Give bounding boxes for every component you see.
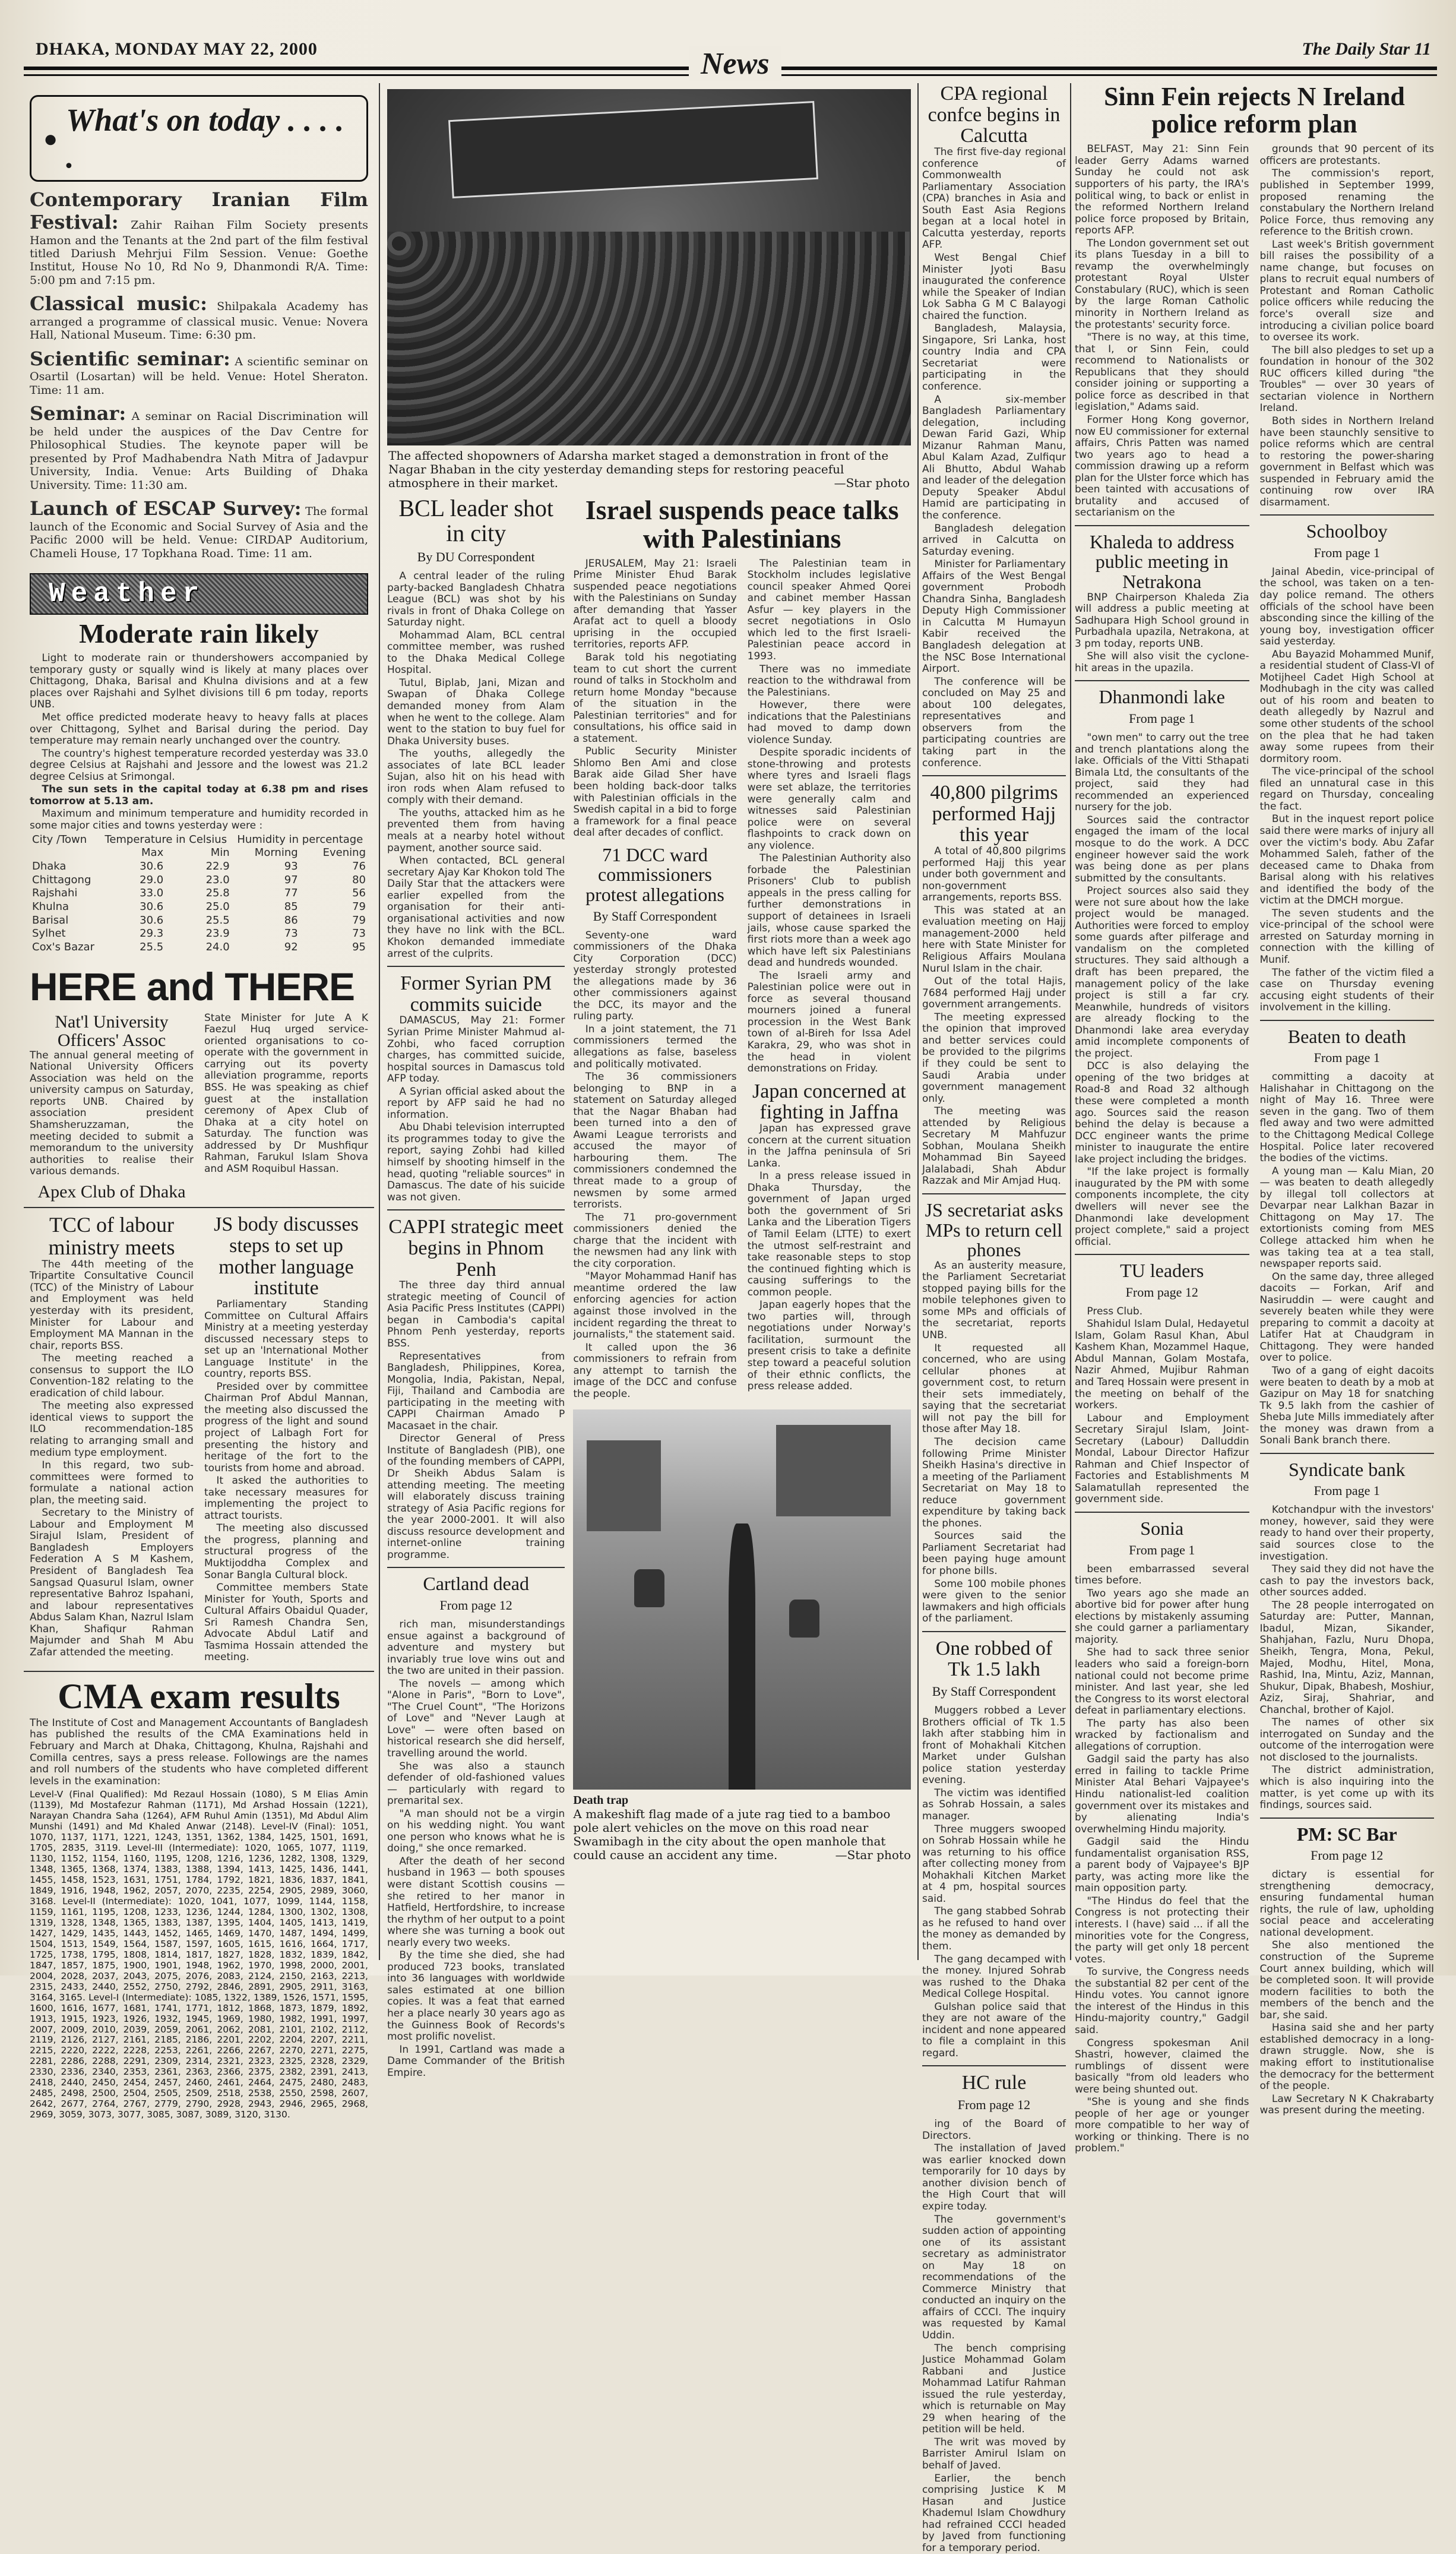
sinn-fein-body-b: grounds that 90 percent of its officers are protestants. The commission's report, published in September 1999, proposed renaming the constabulary the Northern Ireland Police Force, thus removing any reference to the British crown. Last week's British government bill raises the possibility of a name change, but focuses on plans to recruit equal numbers of Protestant and Roman Catholic police officers while reducing the force's overall size and introducing a civilian police board to oversee its work. The bill also pledges to set up a foundation in honour of the 302 RUC officers killed during "the Troubles" — over 30 years of sectarian violence in Northern Ireland. Both sides in Northern Ireland have been staunchly sensitive to police reforms which are central to restoring the power-sharing government in Belfast which was suspended in February amid the continuing row over IRA disarmament. <box>1259 143 1434 508</box>
pm-sc-headline: PM: SC Bar <box>1296 1823 1397 1845</box>
tcc-headline: TCC of labour ministry meets <box>48 1213 175 1259</box>
syrian-body: DAMASCUS, May 21: Former Syrian Prime Minister Mahmud al-Zohbi, who faced corruption charges, has committed suicide, hospital sources in Damascus told AFP today. A Syrian official asked about the report by AFP said he had no information. Abu Dhabi television interrupted its programmes today to give the report, saying Zohbi had killed himself by shooting himself in the head, quoting "reliable sources" in Damascus. The date of his suicide was not given. <box>387 1014 565 1203</box>
dcc-headline: 71 DCC ward commissioners protest allegations <box>585 843 724 905</box>
left-column <box>24 83 374 2120</box>
hc-rule-headline: HC rule <box>961 2072 1027 2094</box>
weather-cell: Cox's Bazar <box>32 941 94 953</box>
column-rule <box>379 83 380 1960</box>
nat-univ-headline: Nat'l University Officers' Assoc <box>55 1012 169 1051</box>
khaleda-headline: Khaleda to address public meeting in Netrakona <box>1090 530 1235 593</box>
beaten-headline: Beaten to death <box>1287 1025 1406 1047</box>
weather-cell: 23.9 <box>205 927 230 940</box>
hajj-body: A total of 40,800 pilgrims performed Hajj this year under both government and non-government arrangements, reports BSS. This was stated at an evaluation meeting on Hajj management-2000 held here with State Minister for Religious Affairs Moulana Nurul Islam in the chair. Out of the total Hajis, 7684 performed Hajj under government arrangements. The meeting expressed the opinion that improved and better services could be provided to the pilgrims if they could be sent to Saudi Arabia under government management only. The meeting was attended by Religious Secretary M Mahfuzur Sobhan, Moulana Sheikh Mohammad Bin Sayeed Jalalabadi, Shah Abdur Razzak and Mir Amjad Huq. <box>922 845 1066 1187</box>
weather-cell: 85 <box>284 900 298 913</box>
robbed-headline: One robbed of Tk 1.5 lakh <box>935 1637 1053 1681</box>
here-and-there-banner: HERE and THERE <box>30 964 355 1009</box>
schoolboy-from: From page 1 <box>1313 545 1380 560</box>
syndicate-from: From page 1 <box>1313 1483 1380 1499</box>
syndicate-headline: Syndicate bank <box>1289 1458 1406 1480</box>
event-item: Classical music: Shilpakala Academy has arranged a programme of classical music. Venue: Novera Hall, National Museum. Time: 6:30 pm. <box>30 292 369 342</box>
japan-body: Japan has expressed grave concern at the current situation in the Jaffna peninsula of Sri Lanka. In a press release issued in Dhaka Thursday, the government of Japan urged both the government of Sri Lanka and the Liberation Tigers of Tamil Eelam (LTTE) to exert the utmost self-restraint and take reasonable steps to stop the continued fighting which is causing sufferings to the common people. Japan eagerly hopes that the two parties will, through negotiations under Norway's facilitation, surmount the present crisis to take a definite step toward a peaceful solution of their ethnic conflicts, the press release added. <box>747 1123 911 1393</box>
weather-cell: 86 <box>284 914 298 927</box>
bullet-icon: ● <box>43 125 58 152</box>
cpa-column <box>922 83 1066 2554</box>
right-block <box>1075 82 1434 2155</box>
dcc-body: Seventy-one ward commissioners of the Dhaka City Corporation (DCC) yesterday strongly protested the allegations made by 36 other commissioners against the DCC, its mayor and the ruling party. In a joint statement, the 71 commissioners termed the allegations as false, baseless and politically motivated. The 36 commissioners belonging to BNP in a statement on Saturday alleged that the Nagar Bhaban had been turned into a den of Awami League terrorists and accused the mayor of harbouring them. The commissioners condemned the threat made to a group of newsmen by some armed terrorists. The 71 pro-government commissioners denied the charge that the incident with the newsmen had any link with the city corporation. "Mayor Mohammad Hanif has meantime ordered the law enforcing agencies for action against those involved in the incident regarding the threat to journalists," the statement said. It called upon the 36 commissioners to refrain from any attempt to tarnish the image of the DCC and confuse the people. <box>573 929 737 1400</box>
weather-cell: 29.3 <box>140 927 164 940</box>
sun-times: The sun sets in the capital today at 6.38 pm and rises tomorrow at 5.13 am. <box>30 783 368 807</box>
weather-banner: Weather <box>30 573 368 615</box>
sonia-headline: Sonia <box>1140 1518 1184 1540</box>
weather-row <box>30 900 368 914</box>
schoolboy-body: Jainal Abedin, vice-principal of the school, was taken on a ten-day police remand. The others officials of the school have been absconding since the killing of the young boy, investigation officer said yesterday. Abu Bayazid Mohammed Munif, a residential student of Class-VI of Motijheel Cadet High School at Modhubagh in the city was called out of his room and beaten to death allegedly by Nazrul and some other students of the school on the plea that he had taken away some rupees from their dormitory room. The vice-principal of the school filed an unnatural case in this regard on Thursday, concealing the fact. But in the inquest report police said there were marks of injury all over the victim's body. Abu Zafar Mohammed Saleh, father of the deceased came to Dhaka from Barisal along with his relatives and identified the body of the victim at the DMCH morgue. The seven students and the vice-principal of the school were arrested on Saturday morning in connection with the killing of Munif. The father of the victim filed a case on Thursday evening accusing eight students of their involvement in the killing. <box>1259 565 1434 1014</box>
cpa-headline: CPA regional confce begins in Calcutta <box>928 83 1061 147</box>
israel-block <box>573 496 911 2080</box>
cartland-body: rich man, misunderstandings ensue against a background of adventure and mystery but invariably true love wins out and the two are united in their passion. The novels — among which "Alone in Paris", "Born to Love", "The Cruel Count", "The Horizons of Love" and "Never Laugh at Love" — were often based on historical research she did herself, travelling around the world. She was also a staunch defender of old-fashioned values — particularly with regard to premarital sex. "A man should not be a virgin on his wedding night. You want one person who knows what he is doing," she once remarked. After the death of her second husband in 1963 — both spouses were distant Scottish cousins — she retired to her manor in Hatfield, Hertfordshire, to increase the rhythm of her output to a point where she was turning a book out nearly every two weeks. By the time she died, she had produced 723 books, translated into 36 languages with worldwide sales estimated at one billion copies. It was a feat that earned her a place nearly 30 years ago as the Guinness Book of Records's most prolific novelist. In 1991, Cartland was made a Dame Commander of the British Empire. <box>387 1618 565 2079</box>
death-trap-photo <box>573 1409 911 1790</box>
khaleda-body: BNP Chairperson Khaleda Zia will address a public meeting at Sadhupara High School ground in Purbadhala upazila, Netrakona, at 3 pm today, reports UNB. She will also visit the cyclone-hit areas in the upazila. <box>1075 591 1249 674</box>
bcl-body: A central leader of the ruling party-backed Bangladesh Chhatra League (BCL) was shot by his rivals in front of Dhaka College on Saturday night. Mohammad Alam, BCL central committee member, was rushed to the Dhaka Medical College Hospital. Tutul, Biplab, Jani, Mizan and Swapan of Dhaka College demanded money from Alam when he went to the college. Alam went to the station to buy fuel for Dhaka University buses. The youths, allegedly the associates of late BCL leader Sujan, also hit on his head with iron rods when Alam refused to comply with their demand. The youths, attacked him as he prevented them from having meals at a nearby hotel without payment, another source said. When contacted, BCL general secretary Ajay Kar Khokon told The Daily Star that the attackers were earlier expelled from the organisation for their anti-organisational activities and now they have no link with the BCL. Khokon demanded immediate arrest of the culprits. <box>387 570 565 960</box>
weather-cell: 30.6 <box>140 914 164 927</box>
weather-row <box>30 927 368 941</box>
cappi-body: The three day third annual strategic meeting of Council of Asia Pacific Press Institutes (CAPPI) began in Cambodia's capital Phnom Penh yesterday, reports BSS. Representatives from Bangladesh, Philippines, Korea, Mongolia, India, Pakistan, Nepal, Fiji, Thailand and Cambodia are participating in the meeting with CAPPI Chairman Amado P Macasaet in the chair. Director General of Press Institute of Bangladesh (PIB), one of the founding members of CAPPI, Dr Sheikh Abdus Salam is attending meeting. The meeting will elaborately discuss training strategy of Asia Pacific regions for the year 2000-2001. It will also discuss resource development and internet-online training programme. <box>387 1279 565 1561</box>
js-body-headline: JS body discusses steps to set up mother language institute <box>214 1213 359 1300</box>
here-there-columns <box>30 1013 368 1202</box>
center-block <box>385 83 913 2079</box>
weather-cell: 25.5 <box>205 914 230 927</box>
tu-headline: TU leaders <box>1120 1260 1204 1282</box>
dhanmondi-body: "own men" to carry out the tree and trench plantations along the lake. Officials of the Vitti Sthapati Bimala Ltd, the consultants of the project, said they had recommended an experienced nursery for the job. Sources said the contractor engaged the imam of the local mosque to do the work. A DCC engineer however said the work was being done as per plans submitted by the consultants. Project sources also said they were not sure about how the lake project would be managed. Authorities were forced to employ some guards after pilferage and vandalism on the completed structures. They said although a draft has been prepared, the management policy of the lake project is still a far cry. Meanwhile, hundreds of visitors are already flocking to the Dhanmondi lake area everyday amid incomplete components of the project. DCC is also delaying the opening of the two bridges at Road-8 and Road 32 although these were completed a month ago. Sources said the reason behind the delay is because a DCC engineer wants the prime minister to inaugurate the entire lake project including the bridges. "If the lake project is formally inaugurated by the PM with some components incomplete, the city dwellers will never see the Dhanmondi lake development project complete," said a project official. <box>1075 732 1249 1248</box>
weather-headline: Moderate rain likely <box>79 618 319 649</box>
israel-body-b: The Palestinian team in Stockholm includes legislative council speaker Ahmed Qorei and cabinet member Hassan Asfur — key players in the secret negotiations in Oslo which led to the first Israeli-Palestinian peace accord in 1993. There was no immediate reaction to the withdrawal from the Palestinians. However, there were indications that the Palestinians had moved to damp down violence Sunday. Despite sporadic incidents of stone-throwing and protests where tyres and Israeli flags were set ablaze, the territories were generally calm and witnesses said Palestinian police were on several flashpoints to crack down on any violence. The Palestinian Authority also forbade the Palestinian Prisoners' Club to publish appeals in the press calling for further demonstrations in support of detainees in Israeli jails, whose cause sparked the first riots more than a week ago which have left six Palestinians dead and hundreds wounded. The Israeli army and Palestinian police were out in force as several thousand mourners joined a funeral procession in the West Bank town of al-Bireh for Issa Adel Karakra, 29, who was shot in the head in violent demonstrations on Friday. <box>747 557 911 1075</box>
weather-cell: 93 <box>284 859 298 873</box>
cma-headline: CMA exam results <box>58 1676 340 1716</box>
column-rule <box>1070 83 1071 1960</box>
sinn-fein-headline: Sinn Fein rejects N Ireland police reform plan <box>1104 82 1405 139</box>
dcc-byline: By Staff Correspondent <box>593 908 717 924</box>
israel-headline: Israel suspends peace talks with Palestinians <box>585 495 899 554</box>
paper-name <box>1302 39 1431 59</box>
apex-headline: Apex Club of Dhaka <box>37 1181 186 1202</box>
cartland-from: From page 12 <box>439 1597 512 1613</box>
schoolboy-headline: Schoolboy <box>1306 520 1388 542</box>
robbed-body: Muggers robbed a Lever Brothers official of Tk 1.5 lakh after stabbing him in front of Mohakhali Kitchen Market under Gulshan police station yesterday evening. The victim was identified as Sohrab Hossain, a sales manager. Three muggers swooped on Sohrab Hossain while he was returning to his office after collecting money from Mohakhali Kitchen Market at 4 pm, hospital sources said. The gang stabbed Sohrab as he refused to hand over the money as demanded by them. The gang decamped with the money. Injured Sohrab was rushed to the Dhaka Medical College Hospital. Gulshan police said that they are not aware of the incident and none appeared to file a complaint in this regard. <box>922 1705 1066 2059</box>
dateline: DHAKA, MONDAY MAY 22, 2000 <box>36 39 318 59</box>
nat-univ-body: The annual general meeting of National University Officers Association was held on the university campus on Saturday, reports UNB. Chaired by association president Shamsheruzzaman, the meeting decided to submit a memorandum to the university authorities to realise their various demands. <box>30 1049 194 1178</box>
dhanmondi-from: From page 1 <box>1129 711 1195 726</box>
sinn-fein-body-a: BELFAST, May 21: Sinn Fein leader Gerry Adams warned Sunday he could not ask supporters of his party, the IRA's political wing, to back or enlist in the reformed Northern Ireland police force proposed by Britain, reports AFP. The London government set out its plans Tuesday in a bill to revamp the overwhelmingly protestant Royal Ulster Constabulary (RUC), which is seen by the large Roman Catholic minority in Northern Ireland as the protestants' security force. "There is no way, at this time, that I, or Sinn Fein, could recommend to Nationalists or Republicans that they should consider joining or supporting a police force as described in that legislation," Adams said. Former Hong Kong governor, now EU commissioner for external affairs, Chris Patten was named two years ago to head a commission drawing up a reform plan for the Ulster force which has been tainted with accusations of brutality and accused of sectarianism on the <box>1075 143 1249 519</box>
cma-intro: The Institute of Cost and Management Accountants of Bangladesh has published the results of the CMA Examinations held in February and March at Dhaka, Chittagong, Khulna, Rajshahi and Comilla centres, says a press release. Followings are the names and roll numbers of the students who have completed different levels in the examination: <box>30 1717 368 1787</box>
demonstration-photo <box>387 89 911 445</box>
weather-cell: 29.0 <box>140 873 164 886</box>
weather-cell: 25.8 <box>205 887 230 900</box>
weather-cell: 80 <box>352 873 366 886</box>
page-number: 11 <box>1414 39 1431 59</box>
photo-caption: The affected shopowners of Adarsha market staged a demonstration in front of the Nagar Bhaban in the city yesterday demanding steps for restoring peaceful atmosphere in their market. —Star photo <box>388 448 910 490</box>
bcl-column <box>387 496 565 2080</box>
weather-rows <box>30 860 368 954</box>
japan-headline: Japan concerned at fighting in Jaffna <box>752 1080 906 1124</box>
beaten-body: committing a dacoity at Halishahar in Chittagong on the night of May 16. Three were seven in the gang. Two of them fled away and two were admitted to the Chittagong Medical College Hospital. Police later recovered the bodies of the victims. A young man — Kalu Mian, 20 — was beaten to death allegedly by illegal toll collectors at Devarpar near Lalkhan Bazar in Chittagong on May 17. The extortionists coming from MES College attacked him when he was taking tea at a tea stall, newspaper reports said. On the same day, three alleged dacoits — Forkan, Arif and Nasiruddin — were caught and severely beaten while they were preparing to commit a dacoity at Latifer Hat at Chaudgram in Chittagong. They were handed over to police. Two of a gang of eight dacoits were beaten to death by a mob at Gazipur on May 18 for snatching Tk 9.5 lakh from the cashier of Sheba Jute Mills immediately after the money was drawn from a Sonali Bank branch there. <box>1259 1071 1434 1447</box>
whats-on-box <box>30 95 368 182</box>
weather-cell: 73 <box>284 927 298 940</box>
js-secretariat-headline: JS secretariat asks MPs to return cell phones <box>925 1199 1063 1261</box>
syndicate-body: Kotchandpur with the investors' money, however, said they were ready to hand over their property, said sources close to the investigation. They said they did not have the cash to pay the investors back, other sources added. The 28 people interrogated on Saturday are: Putter, Mannan, Ibadul, Mizan, Sikander, Shahjahan, Fazlu, Nuru Dhopa, Sheikh, Tengra, Mona, Pekul, Majed, Modhu, Hitel, Mona, Rashid, Ina, Mintu, Aziz, Mannan, Shukur, Dipak, Bhabesh, Moshiur, Aziz, Siraj, Shahriar, and Chanchal, brother of Kajol. The names of other six interrogated on Sunday and the outcome of the interrogation were not disclosed to the journalists. The district administration, which is also inquiring into the matter, is yet come up with its findings, sources said. <box>1259 1504 1434 1812</box>
pm-sc-body: dictary is essential for strengthening democracy, ensuring fundamental human rights, the rule of law, upholding social peace and accelerating national development. She also mentioned the construction of the Supreme Court annex building, which will be completed soon. It will provide modern facilities to both the members of the bench and the bar, she said. Hasina said she and her party established democracy in a long-drawn struggle. Now, she is making effort to institutionalise the democracy for the betterment of the people. Law Secretary N K Chakrabarty was present during the meeting. <box>1259 1869 1434 2117</box>
beaten-from: From page 1 <box>1313 1050 1380 1066</box>
weather-cell: 79 <box>352 900 366 913</box>
cartland-headline: Cartland dead <box>423 1573 529 1595</box>
apex-body: State Minister for Jute A K Faezul Huq urged service-oriented organisations to co-operate with the government in carrying out its poverty alleviation programme, reports BSS. He was speaking as chief guest at the installation ceremony of Apex Club of Dhaka at a city hotel on Saturday. The function was addressed by Dr Mushfiqur Rahman, Farukul Islam Shova and ASM Roquibul Hassan. <box>204 1012 368 1175</box>
weather-cell: Khulna <box>32 900 69 913</box>
weather-cell: 25.0 <box>205 900 230 913</box>
weather-body: Light to moderate rain or thundershowers accompanied by temporary gusty or squally wind is likely at many places over Chittagong, Dhaka, Barisal and Khulna divisions and at a few places over Rajshahi and Sylhet divisions till 6 pm today, reports UNB. Met office predicted moderate heavy to heavy falls at places over Chittagong, Sylhet and Barisal during the period. Day temperature may remain nearly unchanged over the country. The country's highest temperature recorded yesterday was 33.0 degree Celsius at Rajshahi and Jessore and the lowest was 21.2 degree Celsius at Srimongal. The sun sets in the capital today at 6.38 pm and rises tomorrow at 5.13 am. Maximum and minimum temperature and humidity recorded in some major cities and towns yesterday were : City /Town Temperature in Celsius Humidity in percentage Max Min Morning Evening Dhaka 30.6 22.9 93 76 Chittagong 29.0 23.0 97 80 Rajshahi 33.0 25.8 77 56 Khulna 30.6 25.0 85 79 Barisal 30.6 25.5 86 79 Sylhet 29.3 23.9 73 73 Cox's Bazar 25.5 24.0 92 95 <box>30 652 368 953</box>
section-title: News <box>689 46 781 81</box>
js-body-body: Parliamentary Standing Committee on Cultural Affairs Ministry at a meeting yesterday discussed necessary steps to set up an 'International Mother Language Institute' in the country, reports BSS. Presided over by committee Chairman Prof Abdul Mannan, the meeting also discussed the progress of the light and sound project of Lalbagh Fort for presenting the history and heritage of the fort to the tourists from home and abroad. It asked the authorities to take necessary measures for implementing the project to attract tourists. The meeting also discussed the progress, planning and structural progress of the Muktijoddha Complex and Sonar Bangla Cultural block. Committee members State Minister for Youth, Sports and Cultural Affairs Obaidul Quader, Sri Ramesh Chandra Sen, Advocate Abdul Latif and Tasmima Hossain attended the meeting. <box>204 1298 368 1664</box>
cappi-headline: CAPPI strategic meet begins in Phnom Penh <box>388 1216 564 1281</box>
weather-cell: 33.0 <box>140 887 164 900</box>
robbed-byline: By Staff Correspondent <box>932 1684 1056 1699</box>
hc-rule-body: ing of the Board of Directors. The installation of Javed was earlier knocked down temporarily for 10 days by another division bench of the High Court that will expire today. The government's sudden action of appointing one of its assistant secretary as administrator on May 18 on recommendations of the Commerce Ministry that conducted an inquiry on the affairs of CCCI. The inquiry was requested by Kamal Uddin. The bench comprising Justice Mohammad Golam Rabbani and Justice Mohammad Latifur Rahman issued the rule yesterday, which is returnable on May 29 when hearing of the petition will be held. The writ was moved by Barrister Amirul Islam on behalf of Javed. Earlier, the bench comprising Justice K M Hasan and Justice Khademul Islam Chowdhury had refrained CCCI headed by Javed from functioning for a temporary period. <box>922 2118 1066 2554</box>
bcl-headline: BCL leader shot in city <box>398 495 553 546</box>
column-rule <box>917 83 919 1960</box>
weather-row <box>30 874 368 887</box>
cma-results-list: Level-V (Final Qualified): Md Rezaul Hossain (1080), S M Elias Amin (1139), Md Mostafezur Rahman (1171), Md Arshad Hossain (1221), Narayan Chandra Saha (1264), AFM Ruhul Amin (1351), Md Abdul Alim Munshi (1491) and Md Khaled Anwar (2148). Level-IV (Final): 1051, 1070, 1137, 1171, 1221, 1243, 1351, 1362, 1384, 1425, 1501, 1691, 1705, 2835, 3119. Level-III (Intermediate): 1020, 1065, 1077, 1119, 1130, 1152, 1154, 1160, 1195, 1208, 1216, 1236, 1282, 1308, 1329, 1348, 1365, 1368, 1374, 1383, 1388, 1394, 1413, 1425, 1436, 1441, 1455, 1458, 1523, 1631, 1751, 1784, 1792, 1821, 1836, 1837, 1841, 1849, 1916, 1948, 1962, 2057, 2070, 2235, 2254, 2905, 2989, 3060, 3168. Level-II (Intermediate): 1020, 1041, 1077, 1099, 1144, 1158, 1159, 1161, 1195, 1208, 1233, 1236, 1244, 1284, 1300, 1302, 1308, 1319, 1328, 1348, 1365, 1383, 1387, 1395, 1404, 1405, 1413, 1419, 1427, 1429, 1435, 1443, 1452, 1465, 1469, 1470, 1487, 1494, 1499, 1504, 1513, 1549, 1564, 1587, 1597, 1605, 1615, 1616, 1664, 1717, 1725, 1738, 1795, 1808, 1814, 1817, 1827, 1828, 1832, 1839, 1842, 1847, 1857, 1875, 1900, 1901, 1948, 1962, 1970, 1998, 2000, 2001, 2004, 2028, 2037, 2043, 2075, 2076, 2083, 2124, 2150, 2163, 2213, 2315, 2433, 2440, 2552, 2750, 2792, 2846, 2891, 2905, 2911, 3163, 3164, 3165. Level-I (Intermediate): 1085, 1322, 1389, 1526, 1571, 1595, 1600, 1616, 1677, 1681, 1741, 1771, 1812, 1868, 1873, 1879, 1892, 1913, 1915, 1923, 1926, 1932, 1945, 1969, 1980, 1982, 1991, 1997, 2007, 2009, 2010, 2039, 2059, 2061, 2062, 2081, 2101, 2102, 2112, 2119, 2126, 2127, 2161, 2185, 2186, 2201, 2202, 2204, 2207, 2211, 2215, 2220, 2222, 2228, 2253, 2261, 2266, 2267, 2270, 2271, 2275, 2281, 2286, 2288, 2291, 2309, 2314, 2321, 2323, 2325, 2328, 2329, 2330, 2336, 2340, 2353, 2361, 2363, 2366, 2375, 2382, 2391, 2413, 2418, 2440, 2450, 2454, 2457, 2460, 2461, 2464, 2475, 2480, 2483, 2485, 2498, 2500, 2504, 2505, 2509, 2518, 2538, 2550, 2598, 2607, 2642, 2677, 2764, 2767, 2779, 2790, 2928, 2943, 2946, 2965, 2968, 2969, 3059, 3073, 3077, 3085, 3087, 3089, 3120, 3130. <box>30 1789 368 2120</box>
weather-cell: 56 <box>352 887 366 900</box>
weather-cell: 30.6 <box>140 859 164 873</box>
js-secretariat-body: As an austerity measure, the Parliament Secretariat stopped paying bills for the mobile telephones given to some MPs and officials of the secretariat, reports UNB. It requested all concerned, who are using cellular phones at government cost, to return their sets immediately, saying that the secretariat will not pay the bill for those after May 18. The decision came following Prime Minister Sheikh Hasina's directive in a meeting of the Parliament Secretariat on May 18 to reduce government expenditure by taking back the phones. Sources said the Parliament Secretariat had been paying huge amount for phone bills. Some 100 mobile phones were given to the senior lawmakers and high officials of the parliament. <box>922 1259 1066 1625</box>
weather-cell: 30.6 <box>140 900 164 913</box>
weather-cell: Dhaka <box>32 859 67 873</box>
weather-cell: Rajshahi <box>32 887 78 900</box>
tcc-js-columns <box>30 1214 368 1665</box>
tu-body: Press Club. Shahidul Islam Dulal, Hedayetul Islam, Golam Rasul Khan, Abul Kashem Khan, Mozammel Haque, Abdul Mannan, Golam Mostafa, Nazir Ahmed, Mujibur Rahman and Tareq Hossain were present in the meeting on behalf of the workers. Labour and Employment Secretary Sirajul Islam, Joint-Secretary (Labour) Dalluddin Mondal, Labour Director Hafizur Rahman and Chief Inspector of Factories and Establishments M Salamatullah represented the government side. <box>1075 1305 1249 1506</box>
weather-cell: 22.9 <box>205 859 230 873</box>
death-trap-caption: Death trap A makeshift flag made of a jute rag tied to a bamboo pole alert vehicles on the move on this road near Swamibagh in the city about the open manhole that could cause an accident any time. —Star photo <box>573 1794 911 1863</box>
weather-cell: 73 <box>352 927 366 940</box>
cpa-body: The first five-day regional conference of Commonwealth Parliamentary Association (CPA) branches in Asia and South East Asia Regions began at a local hotel in Calcutta yesterday, reports AFP. West Bengal Chief Minister Jyoti Basu inaugurated the conference while the Speaker of Indian Lok Sabha G M C Balayogi chaired the function. Bangladesh, Malaysia, Singapore, Sri Lanka, host country India and CPA Secretariat were participating in the conference. A six-member Bangladesh Parliamentary delegation, including Dewan Farid Gazi, Whip Mizanur Rahman Manu, Abul Kalam Azad, Zulfiqur Ali Bhutto, Abdul Wahab and leader of the delegation Deputy Speaker Abdul Hamid are participating in the conference. Bangladesh delegation arrived in Calcutta on Saturday evening. Minister for Parliamentary Affairs of the West Bengal government Probodh Chandra Sinha, Bangladesh Deputy High Commissioner in Calcutta M Humayun Kabir received the Bangladesh delegation at the NSC Bose International Airport. The conference will be concluded on May 25 and about 100 delegates, representatives and observers from the participating countries are taking part in the conference. <box>922 146 1066 769</box>
events-list <box>24 189 374 560</box>
weather-cell: 76 <box>352 859 366 873</box>
event-item: Contemporary Iranian Film Festival: Zahir Raihan Film Society presents Hamon and the Tenants at the 2nd part of the film festival titled Dariush Mehrjui Film Session. Venue: Goethe Institut, House No 10, Rd No 9, Dhanmondi R/A. Time: 5:00 pm and 7:15 pm. <box>30 188 369 287</box>
sonia-from: From page 1 <box>1129 1542 1195 1557</box>
hc-rule-from: From page 12 <box>957 2097 1031 2113</box>
syrian-headline: Former Syrian PM commits suicide <box>400 972 552 1016</box>
weather-cell: 79 <box>352 914 366 927</box>
pm-sc-from: From page 12 <box>1311 1848 1384 1863</box>
event-item: Scientific seminar: A scientific seminar on Osartil (Losartan) will be held. Venue: Hotel Sheraton. Time: 11 am. <box>30 347 368 397</box>
weather-cell: 77 <box>284 887 298 900</box>
sonia-body: been embarrassed several times before. Two years ago she made an abortive bid for power after hung elections by mistakenly assuming she could garner a parliamentary majority. She had to sack three senior leaders who said a foreign-born national could not become prime minister. And last year, she led the Congress to its worst electoral defeat in parliamentary elections. The party has also been wracked by factionalism and allegations of corruption. Gadgil said the party has also erred in failing to tackle Prime Minister Atal Behari Vajpayee's Hindu nationalist-led coalition government over its mistakes and by alienating India's overwhelming Hindu majority. Gadgil said the Hindu fundamentalist organisation RSS, a parent body of Vajpayee's BJP party, was acting more like the main opposition party. "The Hindus do feel that the Congress is not protecting their interests. I (have) said ... if all the minorities vote for the Congress, the party will get only 18 percent votes. To survive, the Congress needs the substantial 82 per cent of the Hindu votes. You cannot ignore the interest of the Hindus in this Hindu-majority country," Gadgil said. Congress spokesman Anil Shastri, however, claimed the rumblings of dissent were basically "from old leaders who were being shunted out. "She is young and she finds people of her age or younger more compatible to her way of working or thinking. There is no problem." <box>1075 1563 1249 2155</box>
israel-body-a: JERUSALEM, May 21: Israeli Prime Minister Ehud Barak suspended peace negotiations with the Palestinians on Sunday after demanding that Yasser Arafat act to quell a bloody uprising in the occupied territories, reports AFP. Barak told his negotiating team to cut short the current round of talks in Stockholm and return home Monday "because of the situation in the Palestinian territories" and for consultations, his office said in a statement. Public Security Minister Shlomo Ben Ami and close Barak aide Gilad Sher have been holding back-door talks with Palestinian officials in the Swedish capital in a bid to forge a framework for a final peace deal after decades of conflict. <box>573 557 737 839</box>
dhanmondi-headline: Dhanmondi lake <box>1099 686 1225 708</box>
whats-on-title: What's on today . . . . . <box>66 102 344 175</box>
weather-cell: 25.5 <box>140 941 164 953</box>
weather-row <box>30 941 368 954</box>
weather-cell: Barisal <box>32 914 69 927</box>
masthead <box>24 37 1437 81</box>
hajj-headline: 40,800 pilgrims performed Hajj this year <box>930 782 1058 846</box>
paper-title: The Daily Star <box>1302 39 1410 59</box>
weather-row <box>30 887 368 900</box>
weather-table: City /Town Temperature in Celsius Humidity in percentage Max Min Morning Evening Dhaka 30.6 22.9 93 76 Chittagong 29.0 23.0 97 80 Rajshahi 33.0 25.8 77 56 Khulna 30.6 25.0 85 79 Barisal 30.6 25.5 86 79 Sylhet 29.3 23.9 73 73 Cox's Bazar 25.5 24.0 92 95 <box>30 833 368 954</box>
weather-cell: Sylhet <box>32 927 66 940</box>
weather-row <box>30 914 368 928</box>
weather-row <box>30 860 368 874</box>
event-item: Seminar: A seminar on Racial Discrimination will be held under the auspices of the Dav Centre for Philosophical Studies. The keynote paper will be presented by Prof Madhabendra Nath Mitra of Jadavpur University, India. Venue: Arts Building of Dhaka University. Time: 11:30 am. <box>30 402 368 492</box>
tu-from: From page 12 <box>1125 1284 1198 1300</box>
event-item: Launch of ESCAP Survey: The formal launch of the Economic and Social Survey of Asia and the Pacific 2000 will be held. Venue: CIRDAP Auditorium, Chameli House, 17 Topkhana Road. Time: 11 am. <box>30 497 368 560</box>
weather-cell: 23.0 <box>205 873 230 886</box>
weather-cell: 95 <box>352 941 366 953</box>
weather-cell: 97 <box>284 873 298 886</box>
weather-cell: 92 <box>284 941 298 953</box>
tcc-body: The 44th meeting of the Tripartite Consultative Council (TCC) of the Ministry of Labour and Employment was held yesterday with its president, Minister for Labour and Employment MA Mannan in the chair, reports BSS. The meeting reached a consensus to support the ILO Convention-182 relating to the eradication of child labour. The meeting also expressed identical views to support the ILO recommendation-185 relating to arranging small and medium type employment. In this regard, two sub-committees were formed to formulate a national action plan, the meeting said. Secretary to the Ministry of Labour and Employment M Sirajul Islam, President of Bangladesh Employers Federation A S M Kashem, President of Bangladesh Tea Sangsad Quasurul Islam, owner representative Bahroz Ispahani, and labour representatives Abdus Salam Khan, Nazrul Islam Khan, Shafiqur Rahman Majumder and Shah M Abu Zafar attended the meeting. <box>30 1258 194 1658</box>
bcl-byline: By DU Correspondent <box>417 549 535 564</box>
weather-cell: 24.0 <box>205 941 230 953</box>
weather-cell: Chittagong <box>32 873 91 886</box>
